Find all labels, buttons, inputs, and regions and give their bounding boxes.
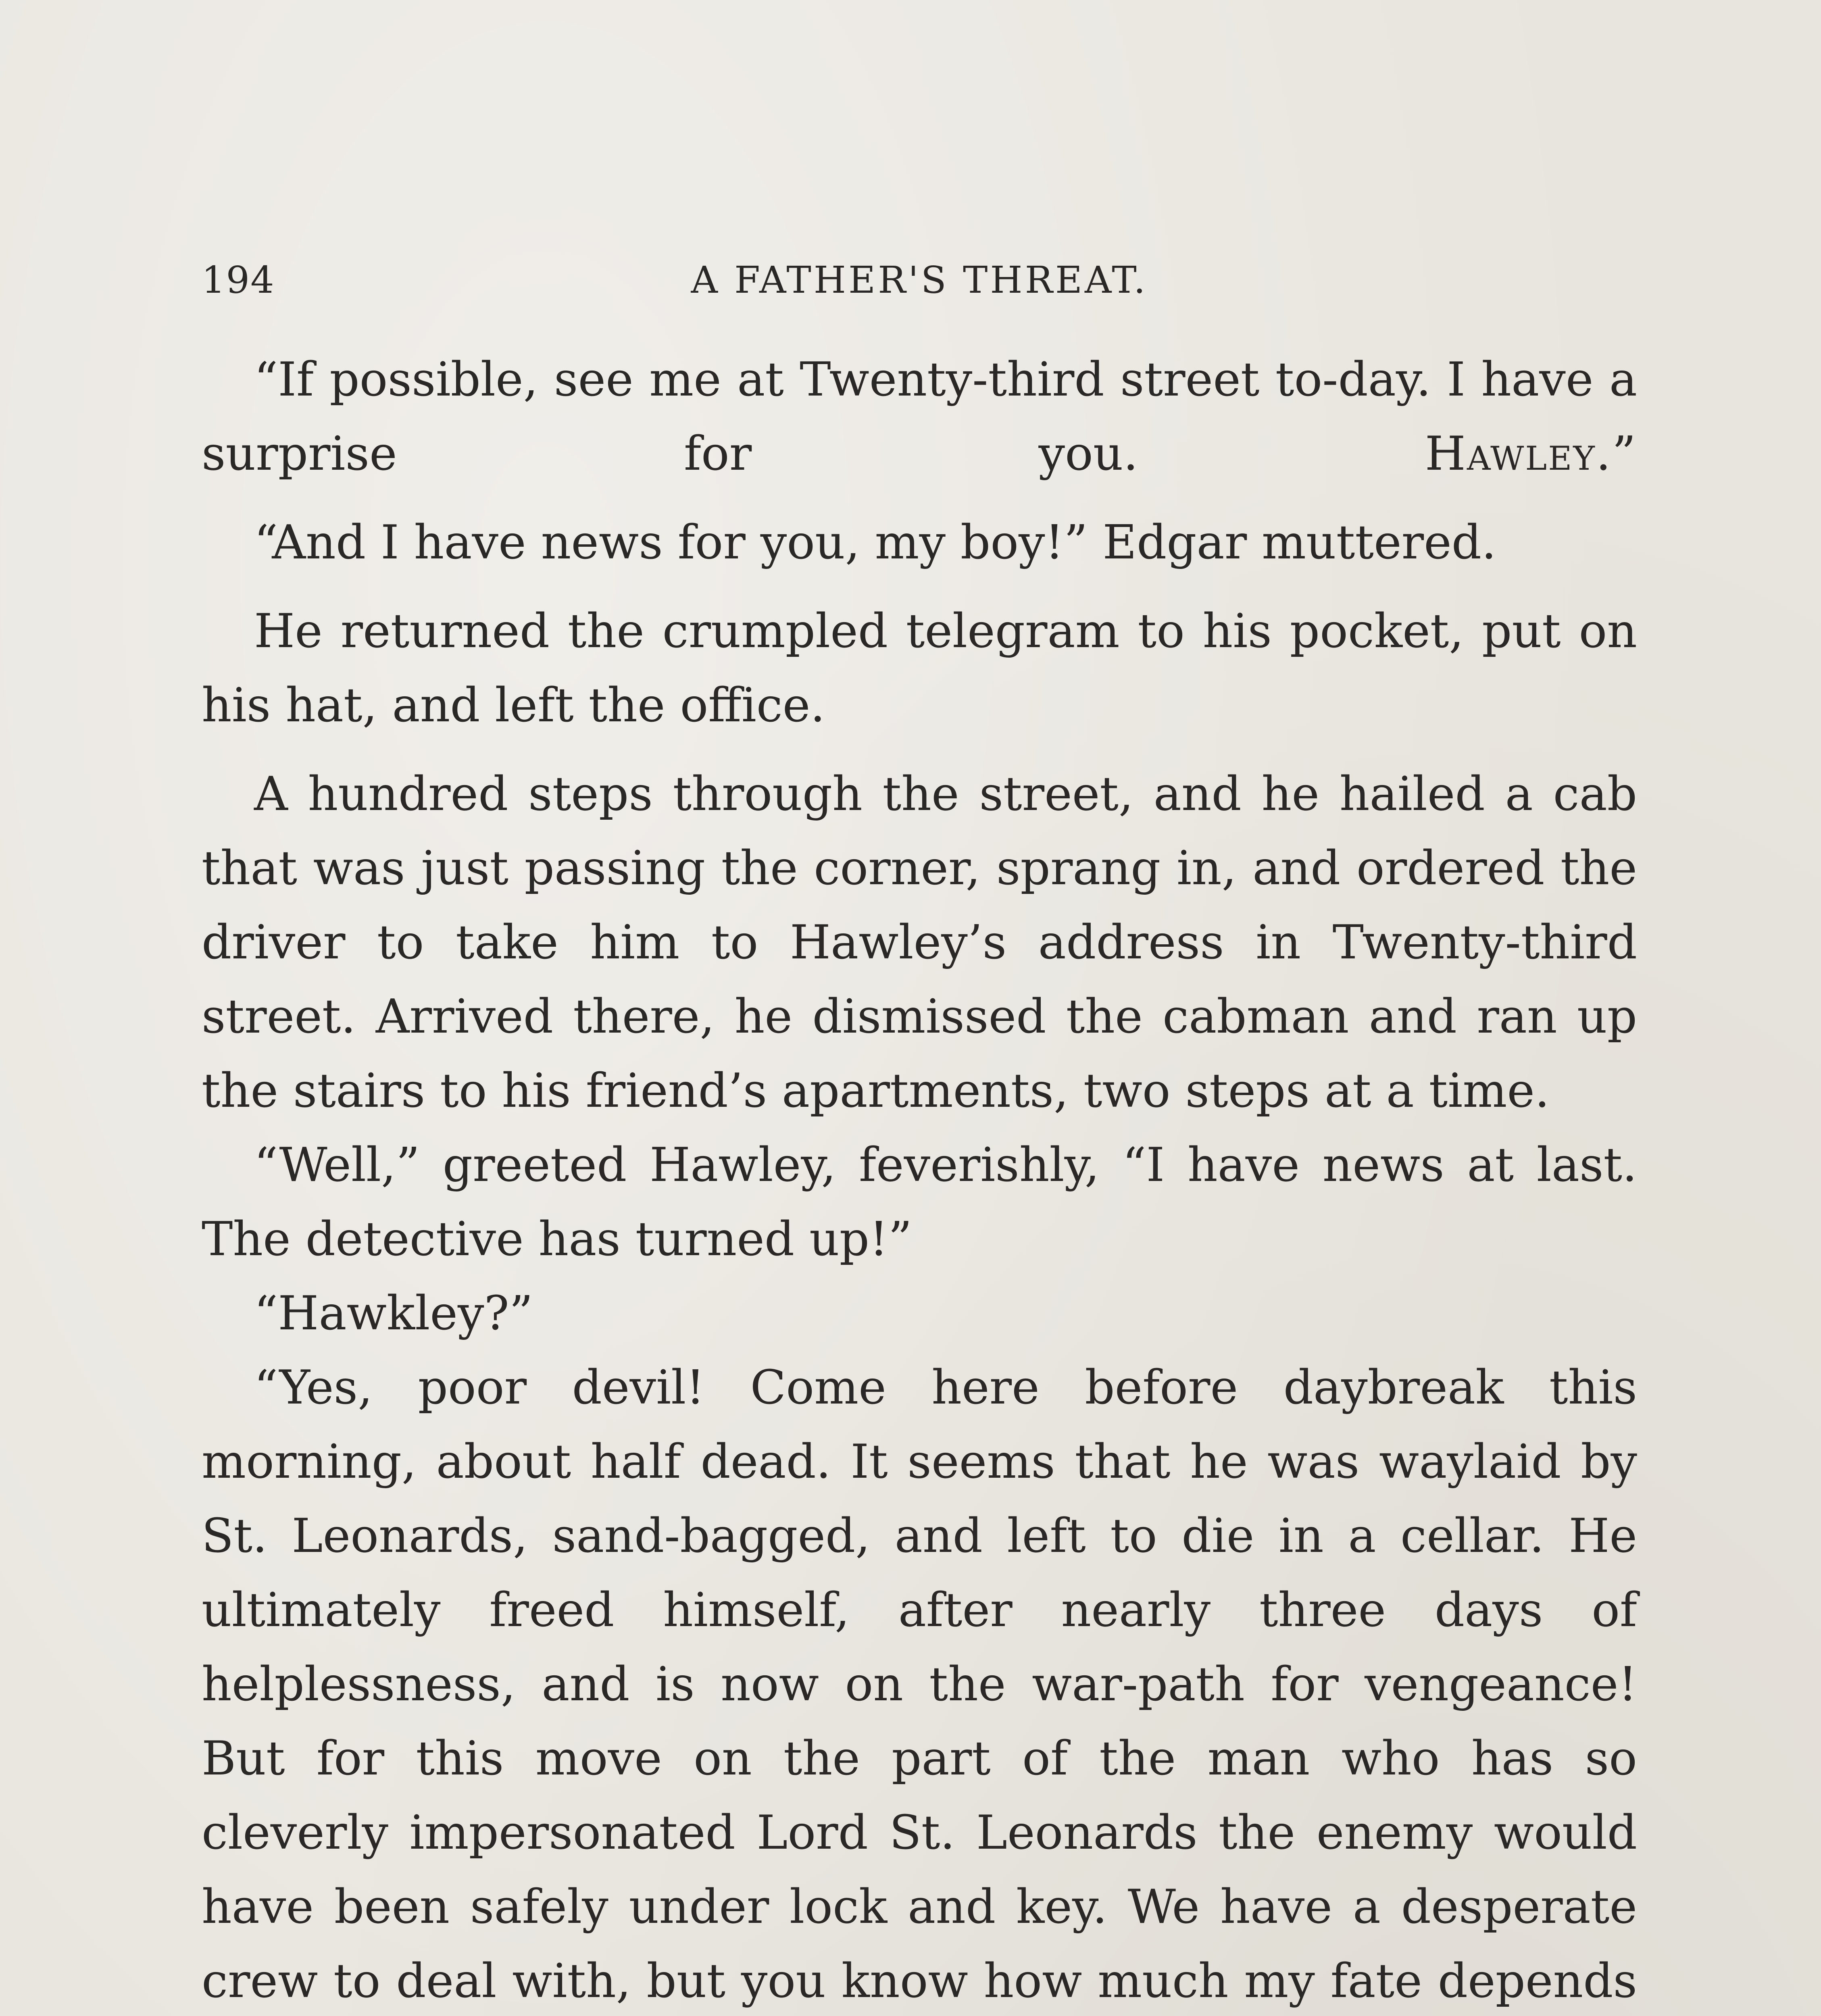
paragraph-6: “Yes, poor devil! Come here before daybreak this morning, about half dead. It seems that he was waylaid by St. Leonards, sand-bagged, and left to die in a cellar. He ultimately freed himself, after nearly three days of helplessness, and is now on the war-path for vengeance! But for this move on the part of the man who has so cleverly impersonated Lord St. Leonards the enemy would have been safely under lock and key. We have a desperate crew to deal with, but you know how much my fate depends (202, 1360, 1637, 2008)
paragraph-4: “Well,” greeted Hawley, feverishly, “I have news at last. The detective has turned up!” (202, 1138, 1637, 1266)
paragraph-2: He returned the crumpled telegram to his pocket, put on his hat, and left the office. (202, 604, 1637, 733)
telegram-signature: Hawley.” (1425, 427, 1637, 481)
running-title: A FATHER'S THREAT. (691, 258, 1148, 302)
page-number: 194 (202, 258, 275, 302)
telegram-text: “If possible, see me at Twenty-third street to-day. I have a surprise for you. (202, 352, 1637, 481)
telegram-paragraph (202, 343, 1637, 491)
paragraph-3: A hundred steps through the street, and he hailed a cab that was just passing the corner, sprang in, and ordered the driver to take him to Hawley’s address in Twenty-third street. Arrived there, he dismissed the cabman and ran up the stairs to his friend’s apartments, two steps at a time. (202, 767, 1637, 1118)
body-text (202, 343, 1637, 2016)
paragraph-5: “Hawkley?” (254, 1286, 533, 1341)
page-header (202, 250, 1637, 310)
paragraph-1: “And I have news for you, my boy!” Edgar muttered. (254, 515, 1496, 570)
